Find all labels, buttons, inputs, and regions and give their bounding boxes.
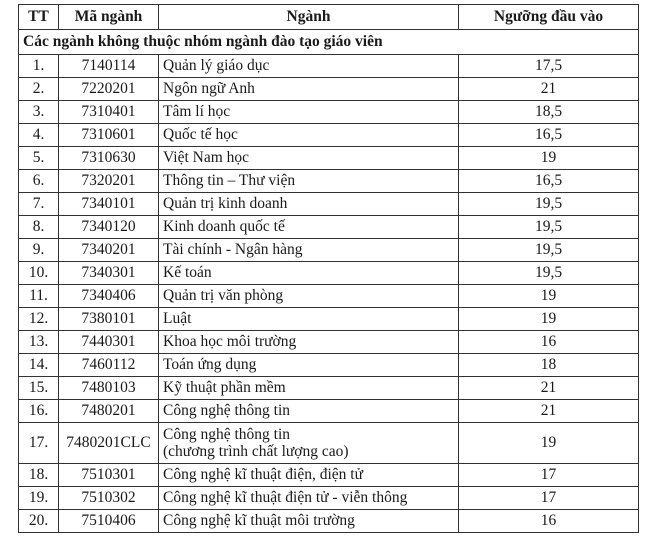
row-number: 14. bbox=[19, 354, 59, 377]
row-number: 5. bbox=[19, 147, 59, 170]
threshold-score: 19 bbox=[459, 423, 639, 464]
major-name: Luật bbox=[159, 308, 459, 331]
major-code: 7320201 bbox=[59, 170, 159, 193]
major-name: Khoa học môi trường bbox=[159, 331, 459, 354]
table-row bbox=[19, 147, 639, 170]
threshold-score: 19,5 bbox=[459, 216, 639, 239]
row-number: 11. bbox=[19, 285, 59, 308]
table-row bbox=[19, 331, 639, 354]
row-number: 16. bbox=[19, 400, 59, 423]
table-row bbox=[19, 377, 639, 400]
admission-threshold-table bbox=[18, 4, 639, 533]
row-number: 19. bbox=[19, 487, 59, 510]
major-code: 7310401 bbox=[59, 101, 159, 124]
row-number: 17. bbox=[19, 423, 59, 464]
major-name: Quản trị văn phòng bbox=[159, 285, 459, 308]
table-row bbox=[19, 354, 639, 377]
row-number: 9. bbox=[19, 239, 59, 262]
major-name: Ngôn ngữ Anh bbox=[159, 78, 459, 101]
major-name: Toán ứng dụng bbox=[159, 354, 459, 377]
major-name: Tâm lí học bbox=[159, 101, 459, 124]
threshold-score: 21 bbox=[459, 78, 639, 101]
major-code: 7220201 bbox=[59, 78, 159, 101]
major-name: Công nghệ kĩ thuật điện, điện tử bbox=[159, 464, 459, 487]
row-number: 13. bbox=[19, 331, 59, 354]
major-code: 7140114 bbox=[59, 55, 159, 78]
table-row bbox=[19, 216, 639, 239]
major-code: 7440301 bbox=[59, 331, 159, 354]
table-row bbox=[19, 308, 639, 331]
major-name: Công nghệ kĩ thuật điện tử - viễn thông bbox=[159, 487, 459, 510]
major-name-line2: (chương trình chất lượng cao) bbox=[163, 443, 349, 460]
header-code: Mã ngành bbox=[59, 5, 159, 30]
table-row bbox=[19, 510, 639, 533]
threshold-score: 19,5 bbox=[459, 193, 639, 216]
threshold-score: 19,5 bbox=[459, 239, 639, 262]
table-row bbox=[19, 262, 639, 285]
row-number: 8. bbox=[19, 216, 59, 239]
major-code: 7340201 bbox=[59, 239, 159, 262]
major-code: 7460112 bbox=[59, 354, 159, 377]
row-number: 20. bbox=[19, 510, 59, 533]
row-number: 6. bbox=[19, 170, 59, 193]
row-number: 1. bbox=[19, 55, 59, 78]
table-row bbox=[19, 78, 639, 101]
threshold-score: 17,5 bbox=[459, 55, 639, 78]
major-code: 7340406 bbox=[59, 285, 159, 308]
major-name: Quản trị kinh doanh bbox=[159, 193, 459, 216]
threshold-score: 17 bbox=[459, 487, 639, 510]
threshold-score: 19 bbox=[459, 308, 639, 331]
major-name: Kỹ thuật phần mềm bbox=[159, 377, 459, 400]
major-code: 7510406 bbox=[59, 510, 159, 533]
major-name: Tài chính - Ngân hàng bbox=[159, 239, 459, 262]
table-row bbox=[19, 285, 639, 308]
row-number: 7. bbox=[19, 193, 59, 216]
threshold-score: 19 bbox=[459, 285, 639, 308]
table-body bbox=[19, 30, 639, 533]
row-number: 18. bbox=[19, 464, 59, 487]
major-code: 7480201CLC bbox=[59, 423, 159, 464]
table-row bbox=[19, 400, 639, 423]
major-name: Quản lý giáo dục bbox=[159, 55, 459, 78]
major-code: 7380101 bbox=[59, 308, 159, 331]
major-code: 7510301 bbox=[59, 464, 159, 487]
threshold-score: 19,5 bbox=[459, 262, 639, 285]
table-row bbox=[19, 487, 639, 510]
threshold-score: 16,5 bbox=[459, 170, 639, 193]
header-score: Ngưỡng đầu vào bbox=[459, 5, 639, 30]
header-tt: TT bbox=[19, 5, 59, 30]
table-row bbox=[19, 193, 639, 216]
threshold-score: 18 bbox=[459, 354, 639, 377]
major-code: 7340101 bbox=[59, 193, 159, 216]
header-name: Ngành bbox=[159, 5, 459, 30]
major-name: Việt Nam học bbox=[159, 147, 459, 170]
table-row bbox=[19, 239, 639, 262]
major-name: Thông tin – Thư viện bbox=[159, 170, 459, 193]
major-name: Công nghệ kĩ thuật môi trường bbox=[159, 510, 459, 533]
threshold-score: 16 bbox=[459, 331, 639, 354]
row-number: 15. bbox=[19, 377, 59, 400]
threshold-score: 16 bbox=[459, 510, 639, 533]
row-number: 2. bbox=[19, 78, 59, 101]
major-code: 7310630 bbox=[59, 147, 159, 170]
major-code: 7340301 bbox=[59, 262, 159, 285]
group-row bbox=[19, 30, 639, 55]
threshold-score: 21 bbox=[459, 377, 639, 400]
group-title: Các ngành không thuộc nhóm ngành đào tạo giáo viên bbox=[19, 30, 639, 55]
row-number: 4. bbox=[19, 124, 59, 147]
major-code: 7340120 bbox=[59, 216, 159, 239]
major-name: Quốc tế học bbox=[159, 124, 459, 147]
threshold-score: 16,5 bbox=[459, 124, 639, 147]
header-row bbox=[19, 5, 639, 30]
table-row bbox=[19, 423, 639, 464]
threshold-score: 21 bbox=[459, 400, 639, 423]
threshold-score: 17 bbox=[459, 464, 639, 487]
table-row bbox=[19, 55, 639, 78]
table-row bbox=[19, 464, 639, 487]
table-row bbox=[19, 124, 639, 147]
major-name: Kế toán bbox=[159, 262, 459, 285]
row-number: 3. bbox=[19, 101, 59, 124]
major-name-line1: Công nghệ thông tin bbox=[163, 426, 291, 443]
major-name: Công nghệ thông tin bbox=[159, 400, 459, 423]
major-code: 7480103 bbox=[59, 377, 159, 400]
major-name: Kinh doanh quốc tế bbox=[159, 216, 459, 239]
row-number: 12. bbox=[19, 308, 59, 331]
major-code: 7480201 bbox=[59, 400, 159, 423]
major-code: 7310601 bbox=[59, 124, 159, 147]
table-row bbox=[19, 101, 639, 124]
major-code: 7510302 bbox=[59, 487, 159, 510]
table-row bbox=[19, 170, 639, 193]
major-name bbox=[159, 423, 459, 464]
row-number: 10. bbox=[19, 262, 59, 285]
threshold-score: 18,5 bbox=[459, 101, 639, 124]
threshold-score: 19 bbox=[459, 147, 639, 170]
